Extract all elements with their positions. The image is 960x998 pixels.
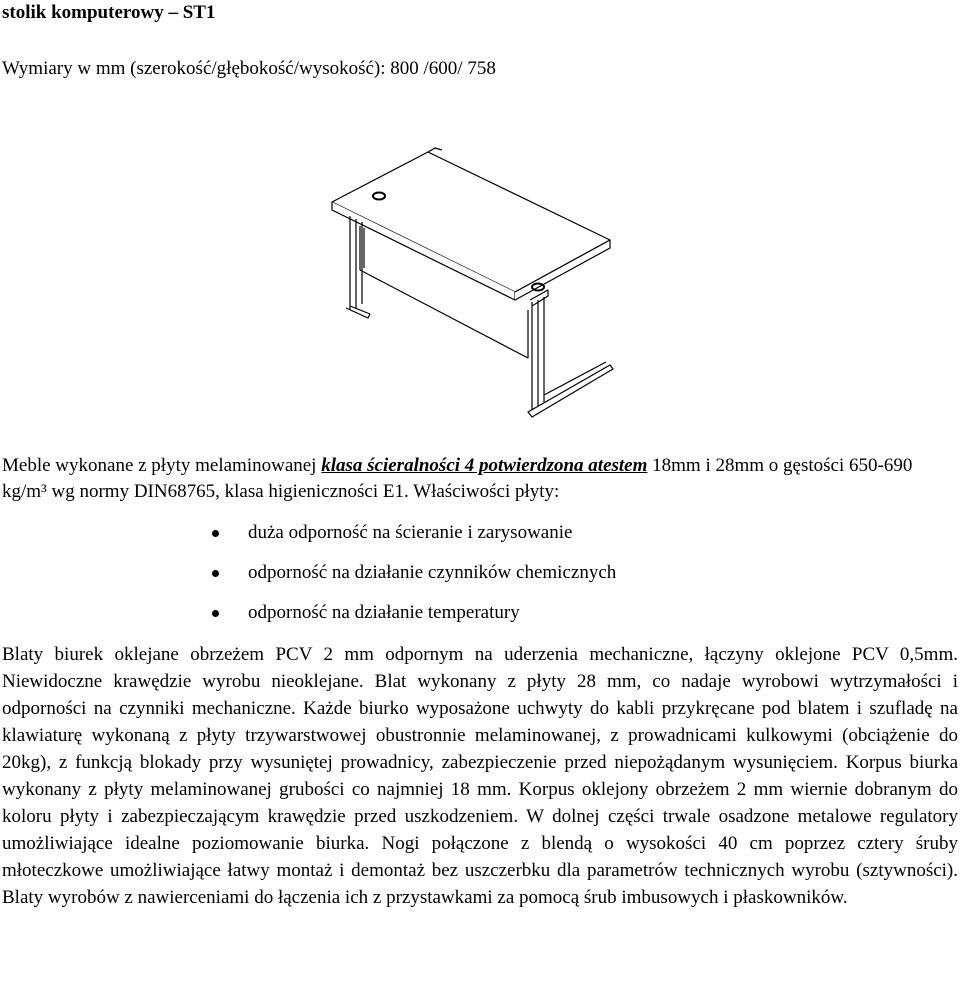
description-paragraph: Blaty biurek oklejane obrzeżem PCV 2 mm odpornym na uderzenia mechaniczne, łączyny oklejone PCV 0,5mm. Niewidoczne krawędzie wyrobu nieoklejane. Blat wykonany z płyty 28 mm, co nadaje wyrobowi wytrzymałości i odporności na czynniki mechaniczne. Każde biurko wyposażone uchwyty do kabli przykręcane pod blatem i szufladę na klawiaturę wykonaną z płyty trzywarstwowej obustronnie melaminowanej, z prowadnicami kulkowymi (obciążenie do 20kg), z funkcją blokady przy wysuniętej prowadnicy, zabezpieczenie przed niepożądanym wysunięciem. Korpus biurka wykonany z płyty melaminowanej grubości co najmniej 18 mm. Korpus oklejony obrzeżem 2 mm wiernie dobranym do koloru płyty i zabezpieczającym krawędzie przed uszkodzeniem. W dolnej części trwale osadzone metalowe regulatory umożliwiające idealne poziomowanie biurka. Nogi połączone z blendą o wysokości 40 cm poprzez cztery śruby młoteczkowe umożliwiające łatwy montaż i demontaż bez uszczerbku dla parametrów technicznych wyrobu (sztywności). Blaty wyrobów z nawierceniami do łączenia ich z przystawkami za pomocą śrub imbusowych i płaskowników. xyxy=(2,644,958,908)
right-leg xyxy=(532,297,544,410)
properties-list xyxy=(210,520,616,640)
list-item: duża odporność na ścieranie i zarysowanie xyxy=(210,520,616,560)
document-title: stolik komputerowy – ST1 xyxy=(2,2,216,23)
list-item: odporność na działanie czynników chemicznych xyxy=(210,560,616,600)
abrasion-class-note: klasa ścieralności 4 potwierdzona atestem xyxy=(321,455,648,476)
list-item: odporność na działanie temperatury xyxy=(210,600,616,640)
desk-illustration xyxy=(320,140,620,425)
intro-text-end: 18mm i 28mm o gęstości 650-690 kg/m³ wg normy DIN68765, klasa higieniczności E1. Właściwości płyty: xyxy=(2,455,913,502)
intro-text: Meble wykonane z płyty melaminowanej xyxy=(2,455,322,476)
dimensions-line: Wymiary w mm (szerokość/głębokość/wysokość): 800 /600/ 758 xyxy=(2,58,496,79)
materials-paragraph xyxy=(2,453,958,505)
